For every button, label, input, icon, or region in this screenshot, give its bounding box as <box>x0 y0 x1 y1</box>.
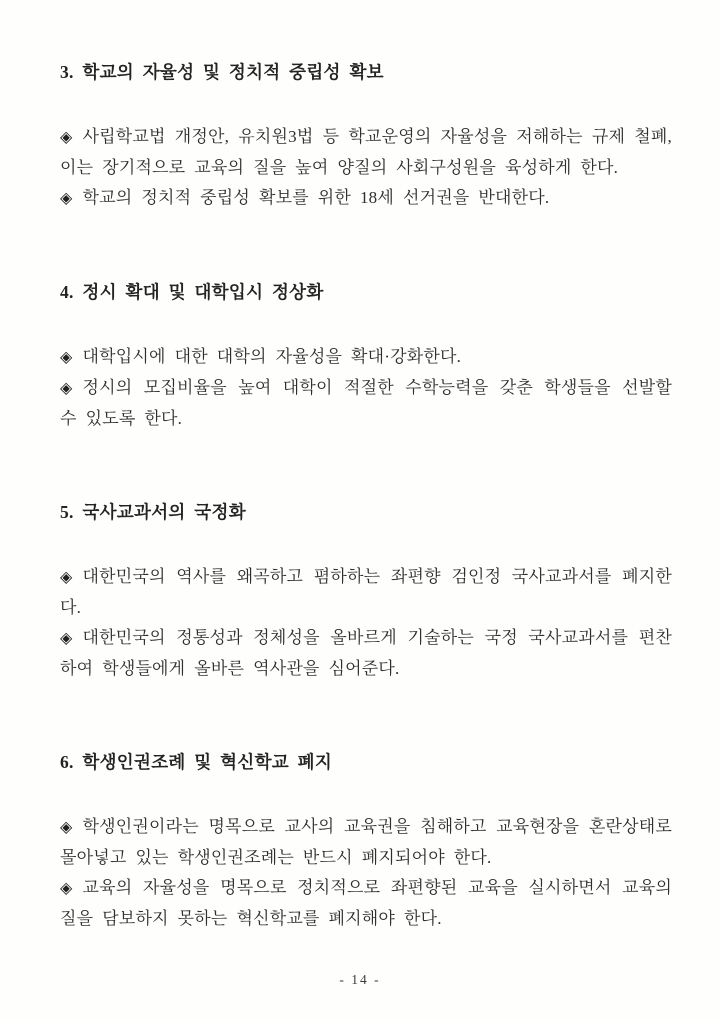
section-heading: 5. 국사교과서의 국정화 <box>60 502 246 522</box>
section-3 <box>60 60 672 214</box>
diamond-bullet-icon: ◈ <box>60 880 73 897</box>
bullet-item <box>60 342 672 373</box>
diamond-bullet-icon: ◈ <box>60 349 73 366</box>
diamond-bullet-icon: ◈ <box>60 129 73 146</box>
bullet-item <box>60 562 672 623</box>
diamond-bullet-icon: ◈ <box>60 819 73 836</box>
bullet-text: 정시의 모집비율을 높여 대학이 적절한 수학능력을 갖춘 학생들을 선발할 수 있도록 한다. <box>60 378 672 428</box>
diamond-bullet-icon: ◈ <box>60 380 73 397</box>
bullet-item <box>60 873 672 934</box>
bullet-text: 대학입시에 대한 대학의 자율성을 확대·강화한다. <box>82 347 462 366</box>
diamond-bullet-icon: ◈ <box>60 190 73 207</box>
bullet-text: 학생인권이라는 명목으로 교사의 교육권을 침해하고 교육현장을 혼란상태로 몰아넣고 있는 학생인권조례는 반드시 폐지되어야 한다. <box>60 817 672 867</box>
section-5 <box>60 500 672 684</box>
section-heading: 3. 학교의 자율성 및 정치적 중립성 확보 <box>60 62 384 82</box>
section-heading: 4. 정시 확대 및 대학입시 정상화 <box>60 282 324 302</box>
bullet-text: 대한민국의 역사를 왜곡하고 폄하하는 좌편향 검인정 국사교과서를 폐지한다. <box>60 567 672 617</box>
bullet-text: 교육의 자율성을 명목으로 정치적으로 좌편향된 교육을 실시하면서 교육의 질을 담보하지 못하는 혁신학교를 폐지해야 한다. <box>60 878 672 928</box>
bullet-item <box>60 183 672 214</box>
section-heading: 6. 학생인권조례 및 혁신학교 폐지 <box>60 752 333 772</box>
section-4 <box>60 280 672 434</box>
bullet-item <box>60 122 672 183</box>
bullet-item <box>60 623 672 684</box>
diamond-bullet-icon: ◈ <box>60 630 73 647</box>
bullet-text: 학교의 정치적 중립성 확보를 위한 18세 선거권을 반대한다. <box>82 188 550 207</box>
bullet-item <box>60 373 672 434</box>
bullet-item <box>60 812 672 873</box>
section-6 <box>60 750 672 934</box>
bullet-text: 대한민국의 정통성과 정체성을 올바르게 기술하는 국정 국사교과서를 편찬하여 학생들에게 올바른 역사관을 심어준다. <box>60 628 672 678</box>
bullet-text: 사립학교법 개정안, 유치원3법 등 학교운영의 자율성을 저해하는 규제 철폐, 이는 장기적으로 교육의 질을 높여 양질의 사회구성원을 육성하게 한다. <box>60 127 672 177</box>
page-number: - 14 - <box>339 972 381 987</box>
diamond-bullet-icon: ◈ <box>60 569 73 586</box>
